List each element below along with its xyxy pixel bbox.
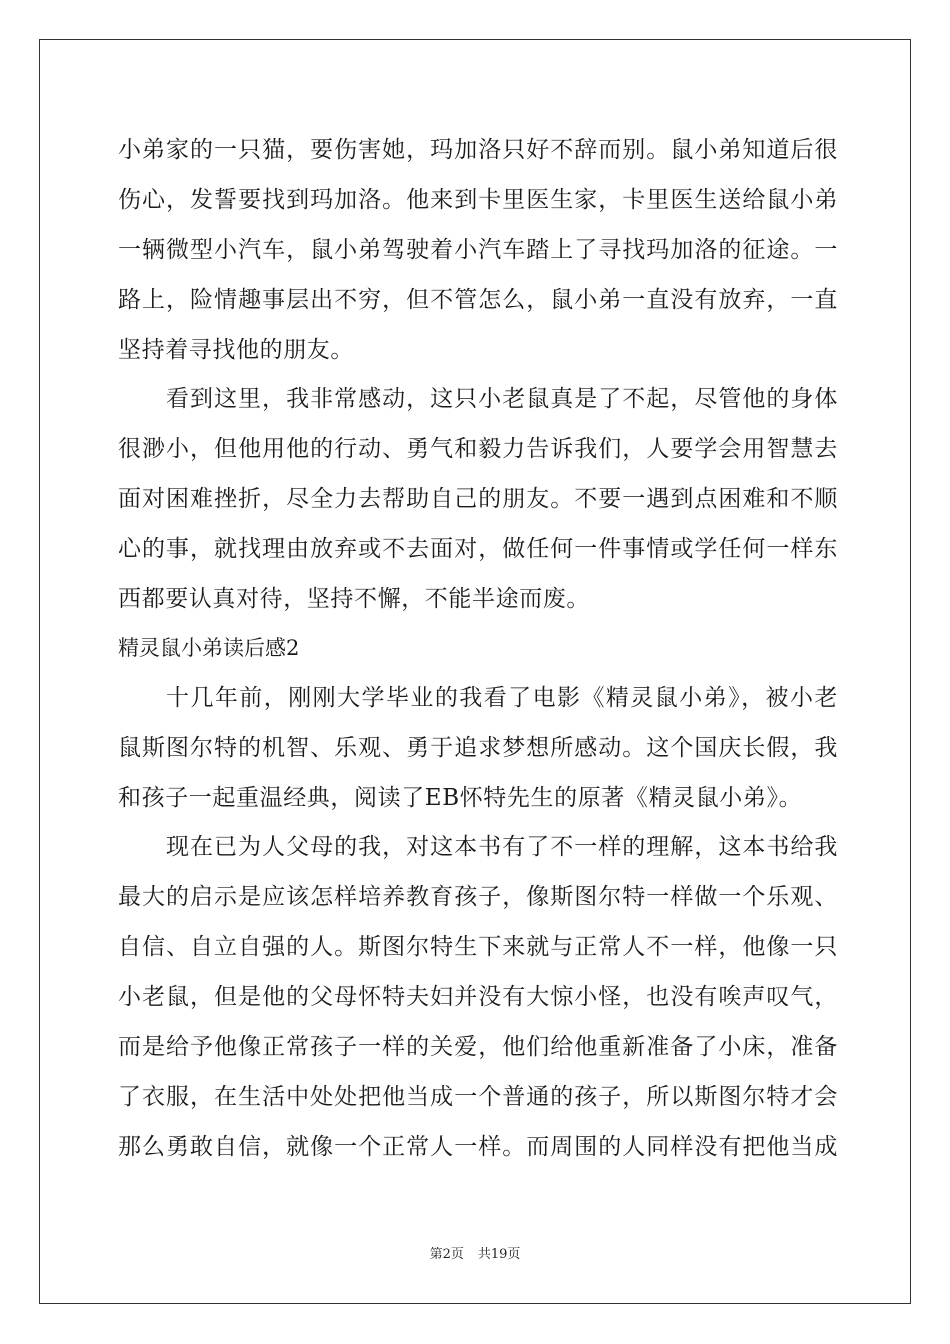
paragraph-1-line-4: 路上，险情趣事层出不穷，但不管怎么，鼠小弟一直没有放弃，一直 [118,287,838,313]
page-footer [0,1247,950,1263]
paragraph-4-line-1: 现在已为人父母的我，对这本书有了不一样的理解，这本书给我 [166,834,838,860]
paragraph-1-line-3: 一辆微型小汽车，鼠小弟驾驶着小汽车踏上了寻找玛加洛的征途。一 [118,237,838,263]
paragraph-4-line-4: 小老鼠，但是他的父母怀特夫妇并没有大惊小怪，也没有唉声叹气， [118,984,838,1010]
paragraph-4-line-6: 了衣服，在生活中处处把他当成一个普通的孩子，所以斯图尔特才会 [118,1084,838,1110]
paragraph-2-line-1: 看到这里，我非常感动，这只小老鼠真是了不起，尽管他的身体 [166,386,838,412]
paragraph-1-line-2: 伤心，发誓要找到玛加洛。他来到卡里医生家，卡里医生送给鼠小弟 [118,187,838,213]
paragraph-3-line-1: 十几年前，刚刚大学毕业的我看了电影《精灵鼠小弟》，被小老 [166,685,838,711]
paragraph-1-line-5: 坚持着寻找他的朋友。 [118,337,354,363]
paragraph-1-line-1: 小弟家的一只猫，要伤害她，玛加洛只好不辞而别。鼠小弟知道后很 [118,137,838,163]
page-total: 共19页 [477,1247,521,1262]
paragraph-3-line-3: 和孩子一起重温经典，阅读了EB怀特先生的原著《精灵鼠小弟》。 [118,785,803,811]
paragraph-3-line-2: 鼠斯图尔特的机智、乐观、勇于追求梦想所感动。这个国庆长假，我 [118,735,838,761]
paragraph-2-line-5: 西都要认真对待，坚持不懈，不能半途而废。 [118,586,590,612]
paragraph-2-line-2: 很渺小，但他用他的行动、勇气和毅力告诉我们，人要学会用智慧去 [118,436,838,462]
paragraph-4-line-5: 而是给予他像正常孩子一样的关爱，他们给他重新准备了小床，准备 [118,1034,838,1060]
paragraph-4-line-3: 自信、自立自强的人。斯图尔特生下来就与正常人不一样，他像一只 [118,934,838,960]
paragraph-4-line-7: 那么勇敢自信，就像一个正常人一样。而周围的人同样没有把他当成 [118,1134,838,1160]
page-number: 第2页 [429,1247,464,1262]
section-heading: 精灵鼠小弟读后感2 [118,636,300,660]
paragraph-4-line-2: 最大的启示是应该怎样培养教育孩子，像斯图尔特一样做一个乐观、 [118,884,838,910]
paragraph-2-line-4: 心的事，就找理由放弃或不去面对，做任何一件事情或学任何一样东 [118,536,838,562]
paragraph-2-line-3: 面对困难挫折，尽全力去帮助自己的朋友。不要一遇到点困难和不顺 [118,486,838,512]
page-border [39,39,911,1304]
